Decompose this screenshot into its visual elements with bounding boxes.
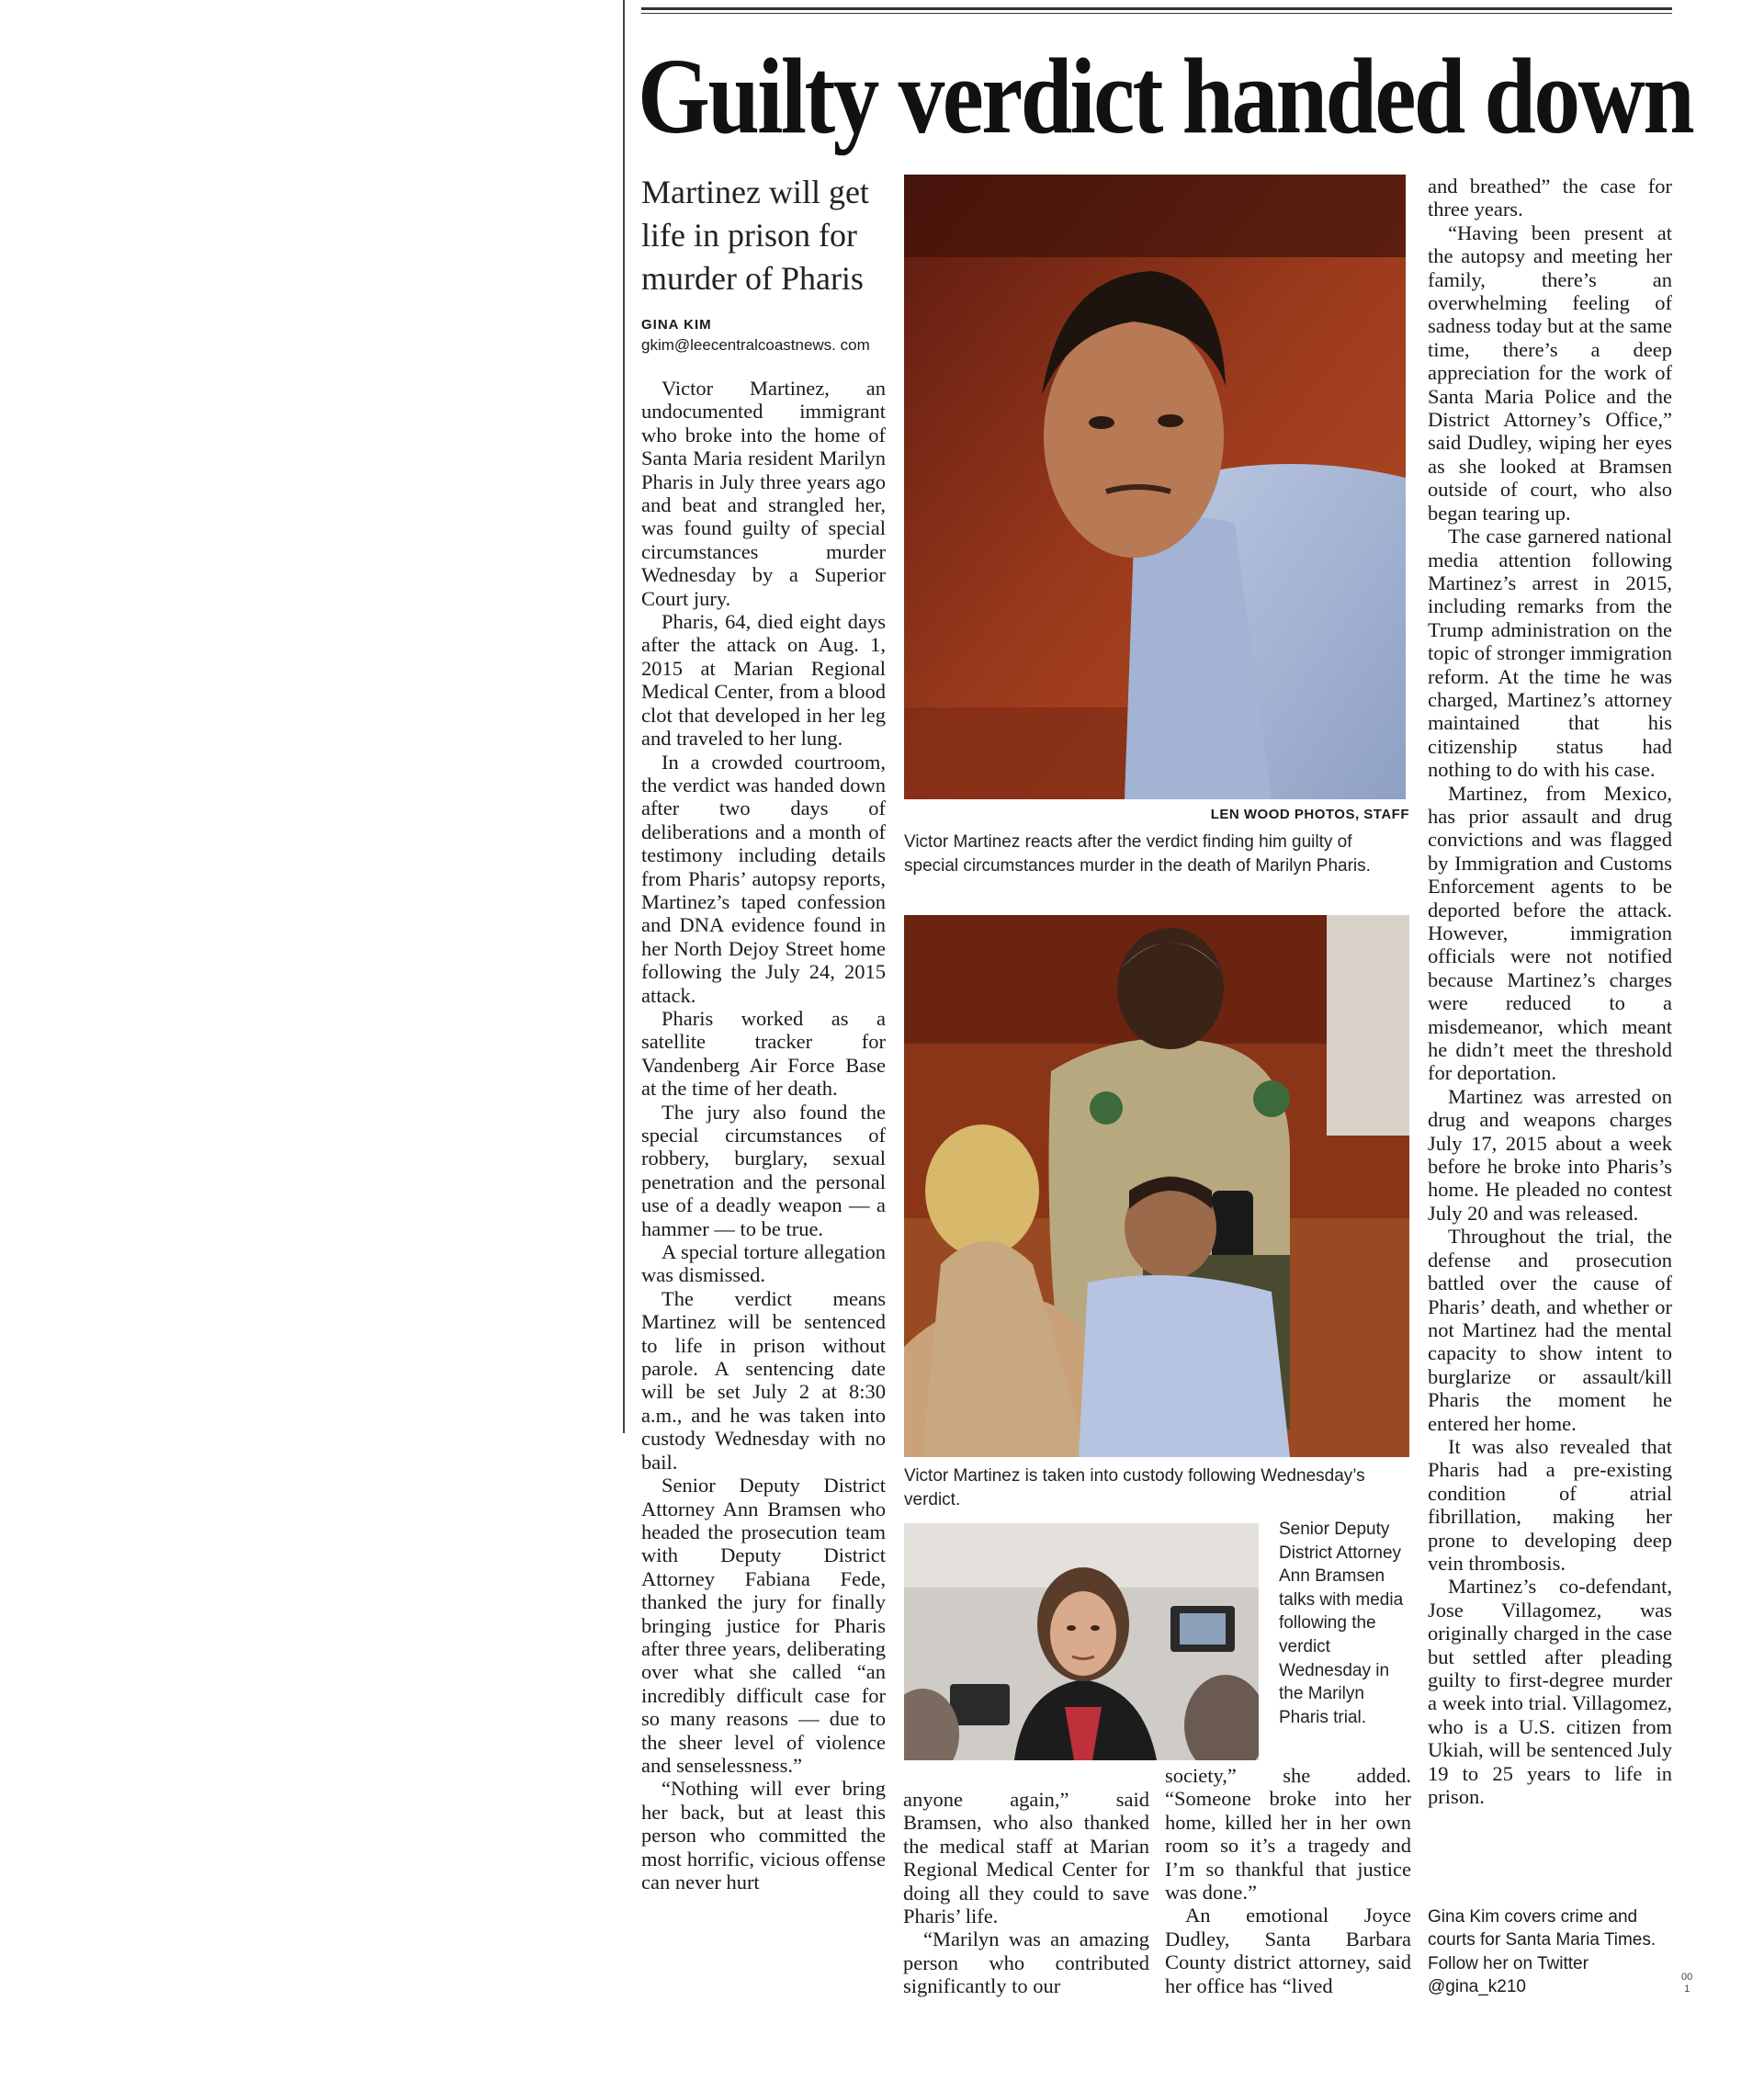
- photo-martinez-illustration: [904, 175, 1406, 799]
- page-left-rule: [623, 0, 625, 1433]
- paragraph: “Nothing will ever bring her back, but at least this person who committed the most horrific, vicious offense can never hurt: [641, 1777, 886, 1893]
- paragraph: “Marilyn was an amazing person who contributed significantly to our: [903, 1927, 1149, 1998]
- paragraph: society,” she added. “Someone broke into her home, killed her in her own room so it’s a tragedy and I’m so thankful that justice was done.”: [1165, 1764, 1411, 1905]
- article-column-4: [1428, 175, 1672, 1808]
- deck-subheadline: Martinez will get life in prison for murder of Pharis: [641, 174, 869, 297]
- paragraph: Martinez was arrested on drug and weapons charges July 17, 2015 about a week before he broke into Pharis’s home. He pleaded no contest July 20 and was released.: [1428, 1084, 1672, 1225]
- article-column-2-bottom: [903, 1788, 1149, 1998]
- photo-caption-2: Victor Martinez is taken into custody following Wednesday’s verdict.: [904, 1466, 1365, 1509]
- photo-martinez-reaction: [904, 175, 1406, 799]
- paragraph: In a crowded courtroom, the verdict was handed down after two days of deliberations and a month of testimony including details from Pharis’ autopsy reports, Martinez’s taped confession and DNA evidence found in her North Dejoy Street home following the July 24, 2015 attack.: [641, 750, 886, 1007]
- article-column-3-bottom: [1165, 1764, 1411, 1997]
- paragraph: It was also revealed that Pharis had a pre-existing condition of atrial fibrillation, making her prone to developing deep vein thrombosis.: [1428, 1434, 1672, 1575]
- byline-email[interactable]: gkim@leecentralcoastnews. com: [641, 336, 870, 354]
- paragraph: Senior Deputy District Attorney Ann Bramsen who headed the prosecution team with Deputy District Attorney Fabiana Fede, thanked the jury for finally bringing justice for Pharis after three years, deliberating over what she called “an incredibly difficult case for so many reasons — due to the sheer level of violence and senselessness.”: [641, 1474, 886, 1777]
- byline-name: GINA KIM: [641, 317, 712, 333]
- top-rule: [641, 7, 1672, 10]
- headline: Guilty verdict handed down: [638, 36, 1693, 156]
- paragraph: The jury also found the special circumstances of robbery, burglary, sexual penetration and the personal use of a deadly weapon — a hammer — to be true.: [641, 1100, 886, 1240]
- paragraph: A special torture allegation was dismissed.: [641, 1240, 886, 1287]
- paragraph: “Having been present at the autopsy and meeting her family, there’s an overwhelming feeling of sadness today but at the same time, there’s a deep appreciation for the work of Santa Maria Police and the District Attorney’s Office,” said Dudley, wiping her eyes as she looked at Bramsen outside of court, who also began tearing up.: [1428, 220, 1672, 525]
- paragraph: The case garnered national media attention following Martinez’s arrest in 2015, including remarks from the Trump administration on the topic of stronger immigration reform. At the time he was charged, Martinez’s attorney maintained that his citizenship status had nothing to do with his case.: [1428, 525, 1672, 782]
- photo-bramsen-illustration: [904, 1523, 1259, 1760]
- photo-caption-1: Victor Martinez reacts after the verdict finding him guilty of special circumstances murder in the death of Marilyn Pharis.: [904, 832, 1371, 876]
- photo-custody-illustration: [904, 915, 1409, 1457]
- paragraph: An emotional Joyce Dudley, Santa Barbara County district attorney, said her office has “lived: [1165, 1904, 1411, 1997]
- paragraph: Martinez, from Mexico, has prior assault and drug convictions and was flagged by Immigration and Customs Enforcement agents to be deported before the attack. However, immigration officials were not notified because Martinez’s charges were reduced to a misdemeanor, which meant he didn’t meet the threshold for deportation.: [1428, 781, 1672, 1085]
- photo-custody: [904, 915, 1409, 1457]
- photo-credit: LEN WOOD PHOTOS, STAFF: [1210, 807, 1409, 822]
- paragraph: Pharis worked as a satellite tracker for Vandenberg Air Force Base at the time of her death.: [641, 1006, 886, 1101]
- paragraph: Victor Martinez, an undocumented immigrant who broke into the home of Santa Maria resident Marilyn Pharis in July three years ago and beat and strangled her, was found guilty of special circumstances murder Wednesday by a Superior Court jury.: [641, 377, 886, 610]
- paragraph: Throughout the trial, the defense and prosecution battled over the cause of Pharis’ death, and whether or not Martinez had the mental capacity to show intent to burglarize or assault/kill Pharis the moment he entered her home.: [1428, 1225, 1672, 1435]
- top-rule-thin: [641, 13, 1672, 14]
- folio-top: 00: [1681, 1972, 1693, 1983]
- article-column-1: [641, 316, 886, 1893]
- page-folio: [1681, 1972, 1692, 1995]
- paragraph: Martinez’s co-defendant, Jose Villagomez, was originally charged in the case but settled after pleading guilty to first-degree murder a week into trial. Villagomez, who is a U.S. citizen from Ukiah, will be sentenced July 19 to 25 years to life in prison.: [1428, 1575, 1672, 1809]
- folio-bottom: 1: [1684, 1984, 1690, 1995]
- paragraph: Pharis, 64, died eight days after the attack on Aug. 1, 2015 at Marian Regional Medical Center, from a blood clot that developed in her leg and traveled to her lung.: [641, 610, 886, 751]
- author-tagline: Gina Kim covers crime and courts for Santa Maria Times. Follow her on Twitter @gina_k210: [1428, 1907, 1657, 1997]
- paragraph: and breathed” the case for three years.: [1428, 175, 1672, 221]
- paragraph: anyone again,” said Bramsen, who also thanked the medical staff at Marian Regional Medical Center for doing all they could to save Pharis’ life.: [903, 1788, 1149, 1928]
- column-1-body: [641, 377, 886, 1893]
- photo-caption-3: Senior Deputy District Attorney Ann Bramsen talks with media following the verdict Wednesday in the Marilyn Pharis trial.: [1279, 1520, 1404, 1727]
- paragraph: The verdict means Martinez will be sentenced to life in prison without parole. A sentencing date will be set July 2 at 8:30 a.m., and he was taken into custody Wednesday with no bail.: [641, 1286, 886, 1474]
- photo-bramsen: [904, 1523, 1259, 1760]
